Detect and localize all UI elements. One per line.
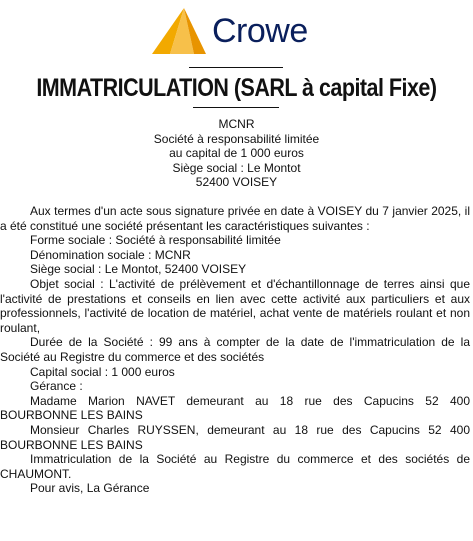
- notice-paragraph: Aux termes d'un acte sous signature privée en date à VOISEY du 7 janvier 2025, il a été constitué une société présentant les caractéristiques suivantes :: [0, 204, 470, 233]
- notice-paragraph: Pour avis, La Gérance: [30, 481, 150, 496]
- company-header: [0, 117, 473, 190]
- notice-paragraph: Madame Marion NAVET demeurant au 18 rue des Capucins 52 400 BOURBONNE LES BAINS: [0, 393, 470, 423]
- title-rule-bottom: [193, 107, 279, 108]
- notice-paragraph: Dénomination sociale : MCNR: [30, 247, 191, 262]
- header-line: au capital de 1 000 euros: [169, 146, 304, 160]
- notice-paragraph: Monsieur Charles RUYSSEN, demeurant au 18 rue des Capucins 52 400 BOURBONNE LES BAINS: [0, 422, 470, 452]
- notice-paragraph: Objet social : L'activité de prélèvement et d'échantillonnage de terres ainsi que l'activité de prestations et conseils en lien avec cette activité aux particuliers et aux professionnels, l'activité de location de matériel, achat vente de matériels roulant et non roulant,: [0, 276, 470, 335]
- notice-body: [0, 204, 470, 496]
- crowe-triangle-logo-icon: [148, 6, 210, 58]
- logo-wordmark: Crowe: [212, 12, 308, 50]
- header-line: Société à responsabilité limitée: [153, 131, 320, 146]
- title-rule-top: [189, 67, 283, 68]
- notice-paragraph: Siège social : Le Montot, 52400 VOISEY: [30, 262, 247, 277]
- header-line: 52400 VOISEY: [195, 175, 278, 189]
- header-line: MCNR: [218, 117, 255, 131]
- notice-paragraph: Immatriculation de la Société au Registre du commerce et des sociétés de CHAUMONT.: [0, 452, 470, 481]
- notice-paragraph: Capital social : 1 000 euros: [30, 364, 175, 379]
- notice-paragraph: Durée de la Société : 99 ans à compter de la date de l'immatriculation de la Société au Registre du commerce et des sociétés: [0, 335, 470, 364]
- crowe-logo: [140, 4, 340, 64]
- page-title: IMMATRICULATION (SARL à capital Fixe): [36, 74, 437, 102]
- header-line: Siège social : Le Montot: [172, 160, 301, 175]
- notice-paragraph: Gérance :: [30, 379, 83, 394]
- notice-paragraph: Forme sociale : Société à responsabilité limitée: [30, 233, 281, 248]
